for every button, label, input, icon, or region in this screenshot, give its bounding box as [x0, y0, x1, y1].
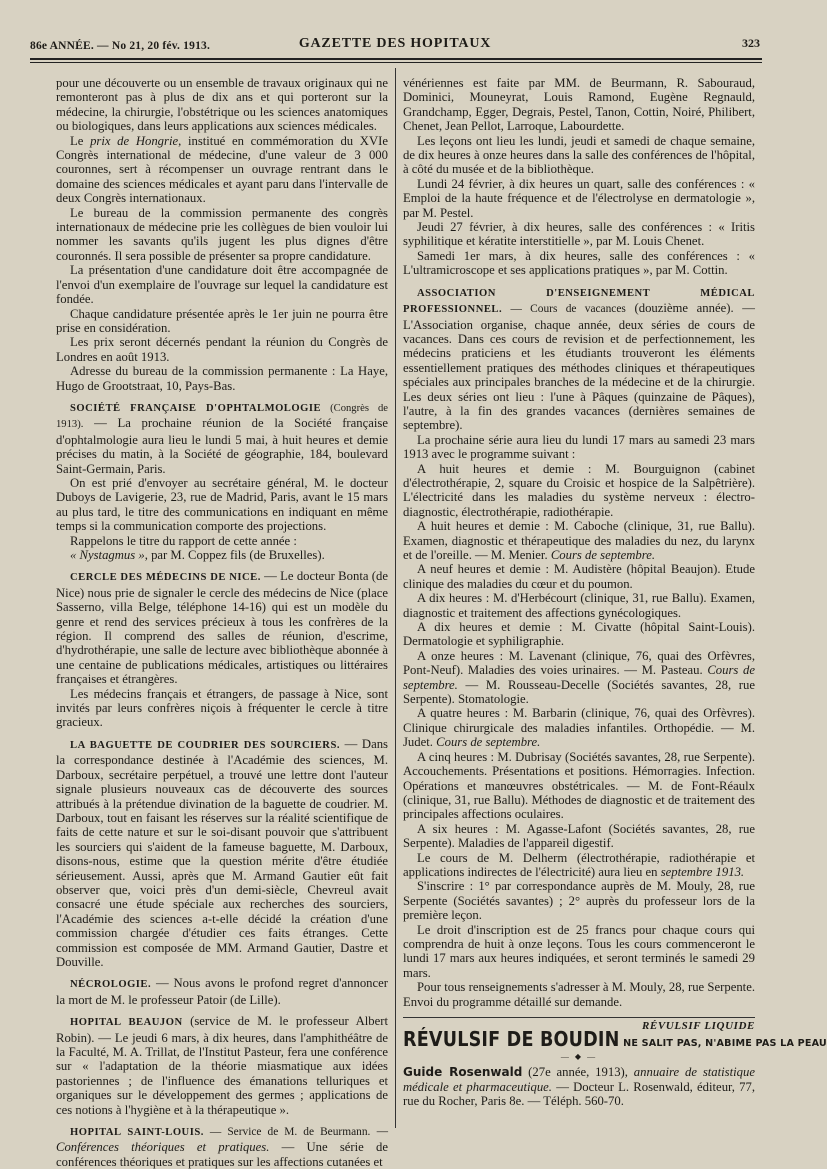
page-number: 323 [742, 36, 760, 50]
guide-rosenwald: Guide Rosenwald (27e année, 1913), annuaire de statistique médicale et pharmaceutique. — Docteur L. Rosenwald, éditeur, 77, rue du Rocher, Paris 8e. — Téléph. 560-70. [403, 1065, 755, 1109]
section-beaujon: HOPITAL BEAUJON (service de M. le professeur Albert Robin). — Le jeudi 6 mars, à dix heures, dans l'amphithéâtre de la Faculté, M. A. Trillat, de l'Institut Pasteur, fera une conférence sur « l'adaptation de la théorie miasmatique aux idées pastoriennes ; de l'influence des émanations telluriques et organiques sur le développement des germes ; applications de ces notions à l'hygiène et à la thérapeutique ». [56, 1014, 388, 1117]
section-heading: LA BAGUETTE DE COUDRIER DES SOURCIERS. [70, 739, 340, 751]
section-ophtalmologie: SOCIÉTÉ FRANÇAISE D'OPHTALMOLOGIE (Congrès de 1913). — La prochaine réunion de la Société française d'ophtalmologie aura lieu le lundi 5 mai, à huit heures et demie précises du matin, à la Société de géographie, 184, boulevard Saint-Germain, Paris. [56, 402, 388, 476]
section-heading: ASSOCIATION D'ENSEIGNEMENT MÉDICAL PROFESSIONNEL. [403, 287, 755, 316]
page-header [30, 34, 760, 56]
paragraph: A quatre heures : M. Barbarin (clinique, 76, quai des Orfèvres). Clinique chirurgicale des maladies infantiles. Orthopédie. — M. Judet. Cours de septembre. [403, 706, 755, 750]
section-heading: HOPITAL SAINT-LOUIS. [70, 1127, 204, 1139]
section-enseignement: ASSOCIATION D'ENSEIGNEMENT MÉDICAL PROFESSIONNEL. — Cours de vacances (douzième année). — L'Association organise, chaque année, deux séries de cours de vacances. Dans ces cours de revision et de perfectionnement, les médecins praticiens et les étudiants trouveront les éléments essentiellement pratiques des méthodes cliniques et thérapeutiques spéciales aux principales branches de la médecine et de la chirurgie. Les deux séries ont lieu : l'une à Pâques (quinzaine de Pâques), l'autre, à la fin des grandes vacances (dernières semaines de septembre). [403, 287, 755, 433]
paragraph: A six heures : M. Agasse-Lafont (Sociétés savantes, 28, rue Serpente). Maladies de l'appareil digestif. [403, 821, 755, 851]
paragraph: Adresse du bureau de la commission permanente : La Haye, Hugo de Grootstraat, 10, Pays-Bas. [56, 364, 388, 393]
paragraph: Le prix de Hongrie, institué en commémoration du XVIe Congrès international de médecine, d'une valeur de 3 000 couronnes, sert à récompenser un ouvrage rentrant dans le domaine des sciences médicales et ayant paru dans l'intervalle de deux Congrès internationaux. [56, 133, 388, 206]
paragraph: A neuf heures et demie : M. Audistère (hôpital Beaujon). Etude clinique des maladies du cœur et du poumon. [403, 562, 755, 591]
paragraph: Samedi 1er mars, à dix heures, salle des conférences : « L'ultramicroscope et ses applications pratiques », par M. Cottin. [403, 248, 755, 278]
paragraph: A dix heures et demie : M. Civatte (hôpital Saint-Louis). Dermatologie et syphiligraphie. [403, 620, 755, 649]
section-heading: SOCIÉTÉ FRANÇAISE D'OPHTALMOLOGIE [70, 402, 322, 414]
column-divider [395, 68, 396, 1128]
paragraph: A onze heures : M. Lavenant (clinique, 76, quai des Orfèvres, Pont-Neuf). Maladies des voies urinaires. — M. Pasteau. Cours de septembre. — M. Rousseau-Decelle (Sociétés savantes, 28, rue Serpente). Stomatologie. [403, 648, 755, 707]
paragraph: pour une découverte ou un ensemble de travaux originaux qui ne remonteront pas à plus de dix ans et qui porteront sur la médecine, la chirurgie, l'obstétrique ou les sciences anatomiques ou biologiques, dans leurs applications aux sciences médicales. [56, 76, 388, 134]
section-heading: NÉCROLOGIE. [70, 979, 152, 991]
paragraph: Le cours de M. Delherm (électrothérapie, radiothérapie et applications indirectes de l'électricité) aura lieu en septembre 1913. [403, 850, 755, 879]
paragraph: A huit heures et demie : M. Caboche (clinique, 31, rue Ballu). Examen, diagnostic et thérapeutique des maladies du nez, du larynx et de l'oreille. — M. Menier. Cours de septembre. [403, 519, 755, 562]
section-heading: CERCLE DES MÉDECINS DE NICE. [70, 572, 261, 584]
paragraph: Jeudi 27 février, à dix heures, salle des conférences : « Iritis syphilitique et kératite interstitielle », par M. Louis Chenet. [403, 220, 755, 249]
header-rule-thin [30, 62, 762, 63]
journal-title: GAZETTE DES HOPITAUX [298, 36, 492, 51]
paragraph: S'inscrire : 1° par correspondance auprès de M. Mouly, 28, rue Serpente (Sociétés savantes) ; 2° auprès du professeur lors de la première leçon. [403, 879, 755, 923]
paragraph: Les leçons ont lieu les lundi, jeudi et samedi de chaque semaine, de dix heures à onze heures dans la salle des conférences de l'hôpital, à côté du musée et de la bibliothèque. [403, 133, 755, 177]
ornament: — ◆ — [560, 1052, 598, 1062]
section-necrologie: NÉCROLOGIE. — Nous avons le profond regret d'annoncer la mort de M. le professeur Patoir (de Lille). [56, 976, 388, 1007]
paragraph: Les prix seront décernés pendant la réunion du Congrès de Londres en août 1913. [56, 335, 388, 364]
paragraph: Lundi 24 février, à dix heures un quart, salle des conférences : « Emploi de la haute fréquence et de l'électrolyse en dermatologie », par M. Pestel. [403, 176, 755, 220]
section-cercle-nice: CERCLE DES MÉDECINS DE NICE. — Le docteur Bonta (de Nice) nous prie de signaler le cercle des médecins de Nice (place Sasserno, villa Belge, téléphone 14-16) qui est un modèle du genre et rend des services précieux à tous les confrères de la région. Il comprend des salles de réunion, d'escrime, d'hydrothérapie, une salle de lecture avec bibliothèque abonnée à une centaine de publications médicales, artistiques ou littéraires françaises et étrangères. [56, 569, 388, 687]
advertisement [403, 1017, 827, 1109]
right-column [403, 76, 827, 1109]
left-column [56, 76, 388, 1169]
paragraph: A dix heures : M. d'Herbécourt (clinique, 31, rue Ballu). Examen, diagnostic et traitement des affections gynécologiques. [403, 591, 755, 620]
section-baguette: LA BAGUETTE DE COUDRIER DES SOURCIERS. — Dans la correspondance destinée à l'Académie des sciences, M. Darboux, secrétaire perpétuel, a trouvé une lettre dont l'auteur signale plusieurs nouveaux cas de découverte des sources attribués à la prétendue divination de la baguette de coudrier. M. Darboux, tout en faisant les réserves sur la réalité scientifique de faits de cette nature et sur le soi-disant pouvoir que s'attribuent les sourciers qui s'aident de la fameuse baguette, M. Darboux, disons-nous, estime que la question mérite d'être étudiée sérieusement. Aussi, après que M. Armand Gautier eût fait observer que, voici près d'un demi-siècle, Chevreul avait consacré une étude spéciale aux recherches des sourciers, l'Académie des sciences a-t-elle décidé la création d'une commission chargée d'étudier ces faits étranges. Cette commission est composée de MM. Armand Gautier, Dastre et Douville. [56, 736, 388, 969]
paragraph: Le droit d'inscription est de 25 francs pour chaque cours qui comprendra de huit à onze leçons. Tous les cours commenceront le lundi 17 mars aux heures indiquées, et seront terminés le samedi 29 mars. [403, 922, 755, 980]
paragraph: vénériennes est faite par MM. de Beurmann, R. Sabouraud, Dominici, Mouneyrat, Louis Ramond, Eugène Regnauld, Grandchamp, Egger, Degrais, Pestel, Tanon, Cottin, Noiré, Philibert, Chenet, Jean Pellot, Larroque, Labourdette. [403, 76, 755, 134]
paragraph: A cinq heures : M. Dubrisay (Sociétés savantes, 28, rue Serpente). Accouchements. Présentations et positions. Hémorragies. Infection. Opérations et manœuvres obstétricales. — M. de Font-Réaulx (clinique, 31, rue Ballu). Méthodes de diagnostic et de traitement des principales affections oculaires. [403, 749, 755, 822]
section-heading: HOPITAL BEAUJON [70, 1017, 183, 1029]
section-saint-louis: HOPITAL SAINT-LOUIS. — Service de M. de Beurmann. — Conférences théoriques et pratiques. — Une série de conférences théoriques et pratiques sur les affections cutanées et [56, 1124, 388, 1169]
paragraph: La prochaine série aura lieu du lundi 17 mars au samedi 23 mars 1913 avec le programme suivant : [403, 432, 755, 462]
advert-tagline: NE SALIT PAS, N'ABIME PAS LA PEAU [623, 1038, 827, 1049]
paragraph: « Nystagmus », par M. Coppez fils (de Bruxelles). [70, 548, 325, 562]
paragraph: Les médecins français et étrangers, de passage à Nice, sont invités par leurs confrères niçois à fréquenter le cercle à titre gracieux. [56, 686, 388, 730]
paragraph: Le bureau de la commission permanente des congrès internationaux de médecine prie les collègues de bien vouloir lui nommer les savants qu'ils jugent les plus dignes d'être couronnés. Il sera possible de présenter sa propre candidature. [56, 205, 388, 263]
advert-line [403, 1027, 827, 1051]
issue-info: 86e ANNÉE. — No 21, 20 fév. 1913. [30, 40, 211, 52]
paragraph: La présentation d'une candidature doit être accompagnée de l'envoi d'un exemplaire de l'ouvrage sur lequel la candidature est fondée. [56, 263, 388, 307]
paragraph: On est prié d'envoyer au secrétaire général, M. le docteur Duboys de Lavigerie, 23, rue de Madrid, Paris, avant le 15 mars au plus tard, le titre des communications en indiquant en même temps si la communication comporte des projections. [56, 475, 388, 534]
advert-brand: RÉVULSIF DE BOUDIN [403, 1027, 620, 1051]
paragraph: Rappelons le titre du rapport de cette année : [70, 533, 297, 548]
advert-subtitle: RÉVULSIF LIQUIDE [641, 1020, 755, 1032]
paragraph: Pour tous renseignements s'adresser à M. Mouly, 28, rue Serpente. Envoi du programme détaillé sur demande. [403, 980, 755, 1009]
header-rule-thick [30, 58, 762, 60]
paragraph: Chaque candidature présentée après le 1er juin ne pourra être prise en considération. [56, 306, 388, 335]
paragraph: A huit heures et demie : M. Bourguignon (cabinet d'électrothérapie, 2, square du Croisic et hospice de la Salpêtrière). L'électricité dans les maladies du système nerveux : électro-diagnostic, électrothérapie, radiothérapie. [403, 461, 755, 519]
